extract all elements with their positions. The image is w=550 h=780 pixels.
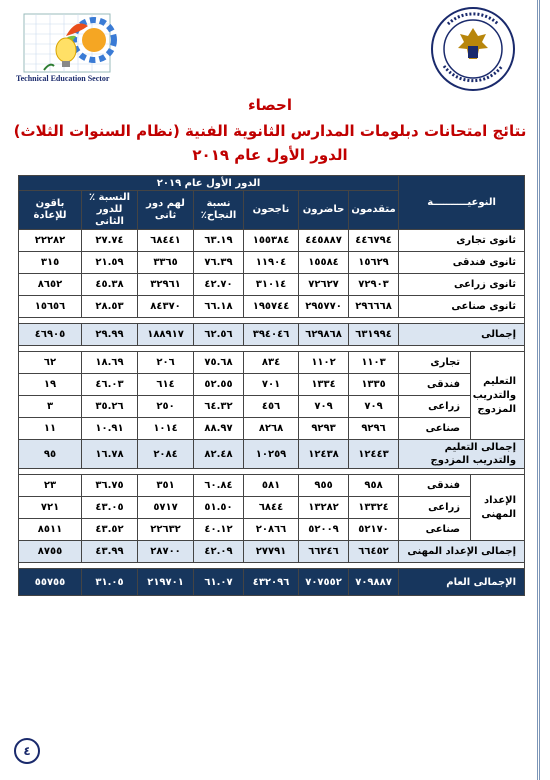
- table-cell: ١٥٦٢٩: [349, 252, 399, 274]
- table-cell: ٤٦٩٠٥: [19, 324, 82, 346]
- summary-row: [19, 541, 525, 563]
- table-cell: ٢٥٠: [138, 396, 194, 418]
- row-label: صناعى: [399, 519, 471, 541]
- table-cell: ٧٥.٦٨: [194, 352, 244, 374]
- table-cell: ١١٩٠٤: [244, 252, 299, 274]
- table-cell: ٣٣٦٥: [138, 252, 194, 274]
- table-row: [19, 274, 525, 296]
- table-cell: ١٩: [19, 374, 82, 396]
- table-cell: ١٣٣٤: [299, 374, 349, 396]
- table-cell: ٣١.٠٥: [82, 569, 138, 596]
- table-cell: ٢٧٧٩١: [244, 541, 299, 563]
- table-row: [19, 475, 525, 497]
- table-cell: ٣١٥: [19, 252, 82, 274]
- table-cell: ٧٠٩: [349, 396, 399, 418]
- table-cell: ٣١٠١٤: [244, 274, 299, 296]
- table-cell: ٨٤٣٧٠: [138, 296, 194, 318]
- row-group-label: التعليم والتدريب المزدوج: [471, 352, 525, 440]
- table-cell: ٥٥٧٥٥: [19, 569, 82, 596]
- row-label: صناعى: [399, 418, 471, 440]
- table-cell: ٦٦٢٤٦: [299, 541, 349, 563]
- table-cell: ٦٦.١٨: [194, 296, 244, 318]
- summary-row: [19, 440, 525, 469]
- table-cell: ٢٣: [19, 475, 82, 497]
- col-header-pass-rate: نسبة النجاح٪: [194, 191, 244, 230]
- table-cell: ٨٥١١: [19, 519, 82, 541]
- table-cell: ٥١.٥٠: [194, 497, 244, 519]
- table-cell: ٢١٩٧٠١: [138, 569, 194, 596]
- table-cell: ١١: [19, 418, 82, 440]
- table-cell: ٥٢٠٠٩: [299, 519, 349, 541]
- table-row: [19, 497, 525, 519]
- col-header-repeaters: باقون للإعادة: [19, 191, 82, 230]
- table-cell: ١٣٢٨٢: [299, 497, 349, 519]
- table-cell: ٦٨٤٤١: [138, 230, 194, 252]
- table-cell: ١٩٥٧٤٤: [244, 296, 299, 318]
- table-cell: ٧٢١: [19, 497, 82, 519]
- table-cell: ٦١٤: [138, 374, 194, 396]
- table-cell: ٨٦٥٢: [19, 274, 82, 296]
- table-cell: ٤٥٦: [244, 396, 299, 418]
- table-cell: ١٠١٤: [138, 418, 194, 440]
- table-cell: ١٥٦٥٦: [19, 296, 82, 318]
- table-cell: ٩٥٥: [299, 475, 349, 497]
- row-label: ثانوى تجارى: [399, 230, 525, 252]
- table-cell: ٤٣٢٠٩٦: [244, 569, 299, 596]
- table-cell: ٤٣.٩٩: [82, 541, 138, 563]
- row-label: زراعى: [399, 396, 471, 418]
- table-cell: ٥٢١٧٠: [349, 519, 399, 541]
- table-cell: ٦١.٠٧: [194, 569, 244, 596]
- table-cell: ١٣٣٢٤: [349, 497, 399, 519]
- eagle-emblem-icon: [430, 6, 516, 92]
- gear-bulb-icon: [16, 10, 126, 76]
- page-number: ٤: [14, 738, 40, 764]
- table-cell: ٦٢.٥٦: [194, 324, 244, 346]
- report-subtitle: نتائج امتحانات دبلومات المدارس الثانوية الفنية (نظام السنوات الثلاث): [13, 122, 527, 140]
- table-cell: ٣٦.٧٥: [82, 475, 138, 497]
- table-cell: ٤٣.٠٥: [82, 497, 138, 519]
- table-cell: ٣: [19, 396, 82, 418]
- summary-row-label: إجمالى التعليم والتدريب المزدوج: [399, 440, 525, 469]
- table-cell: ٣٥.٢٦: [82, 396, 138, 418]
- table-cell: ٩٥٨: [349, 475, 399, 497]
- table-cell: ٢٩٥٧٧٠: [299, 296, 349, 318]
- table-row: [19, 252, 525, 274]
- table-cell: ٦٦٤٥٢: [349, 541, 399, 563]
- table-cell: ٤٢.٧٠: [194, 274, 244, 296]
- table-cell: ٩٢٩٦: [349, 418, 399, 440]
- table-row: [19, 396, 525, 418]
- table-cell: ٧٢٦٢٧: [299, 274, 349, 296]
- exam-round: الدور الأول عام ٢٠١٩: [192, 146, 348, 164]
- row-label: ثانوى صناعى: [399, 296, 525, 318]
- table-cell: ٨٨.٩٧: [194, 418, 244, 440]
- table-cell: ٤٤٦٧٩٤: [349, 230, 399, 252]
- table-row: [19, 418, 525, 440]
- table-cell: ١٢٤٤٣: [349, 440, 399, 469]
- table-cell: ٥٧١٧: [138, 497, 194, 519]
- table-cell: ٨٣٤: [244, 352, 299, 374]
- table-cell: ٧٢٩٠٣: [349, 274, 399, 296]
- table-cell: ١٨.٦٩: [82, 352, 138, 374]
- row-label: فندقى: [399, 475, 471, 497]
- table-cell: ٥٨١: [244, 475, 299, 497]
- table-row: [19, 352, 525, 374]
- table-cell: ٢٨٧٠٠: [138, 541, 194, 563]
- table-cell: ٣٢٩٦١: [138, 274, 194, 296]
- summary-row: [19, 569, 525, 596]
- ministry-seal: [430, 6, 516, 92]
- type-column-header: النوعيــــــــــة: [399, 176, 525, 230]
- table-cell: ٢٩٦٦٦٨: [349, 296, 399, 318]
- table-cell: ٢٢٦٣٢: [138, 519, 194, 541]
- table-cell: ٩٢٩٣: [299, 418, 349, 440]
- summary-row-label: إجمالى الإعداد المهنى: [399, 541, 525, 563]
- table-cell: ٨٧٥٥: [19, 541, 82, 563]
- table-cell: ٢٨.٥٣: [82, 296, 138, 318]
- table-row: [19, 230, 525, 252]
- col-header-present: حاضرون: [299, 191, 349, 230]
- table-cell: ٧٠٧٥٥٢: [299, 569, 349, 596]
- table-cell: ١٠٢٥٩: [244, 440, 299, 469]
- table-cell: ٦٣.١٩: [194, 230, 244, 252]
- summary-row-label: إجمالى: [399, 324, 525, 346]
- table-cell: ٨٢٦٨: [244, 418, 299, 440]
- table-cell: ١٢٤٣٨: [299, 440, 349, 469]
- table-cell: ٧٦.٣٩: [194, 252, 244, 274]
- table-cell: ٦٣١٩٩٤: [349, 324, 399, 346]
- table-cell: ٢٠٦: [138, 352, 194, 374]
- row-label: فندقى: [399, 374, 471, 396]
- table-row: [19, 296, 525, 318]
- table-cell: ٣٥١: [138, 475, 194, 497]
- summary-row: [19, 324, 525, 346]
- table-cell: ٦٨٤٤: [244, 497, 299, 519]
- results-table: [18, 175, 525, 596]
- table-cell: ٣٩٤٠٤٦: [244, 324, 299, 346]
- logo-caption: Technical Education Sector: [16, 74, 110, 83]
- row-label: زراعى: [399, 497, 471, 519]
- round-group-header: الدور الأول عام ٢٠١٩: [19, 176, 399, 191]
- col-header-second-round: لهم دور ثانى: [138, 191, 194, 230]
- technical-education-logo: [16, 10, 126, 90]
- table-cell: ٦٢: [19, 352, 82, 374]
- table-cell: ١١٠٢: [299, 352, 349, 374]
- row-label: تجارى: [399, 352, 471, 374]
- table-cell: ٩٥: [19, 440, 82, 469]
- row-label: ثانوى زراعى: [399, 274, 525, 296]
- table-cell: ٦٤.٣٢: [194, 396, 244, 418]
- table-cell: ١٥٥٨٤: [299, 252, 349, 274]
- table-cell: ١٨٨٩١٧: [138, 324, 194, 346]
- table-cell: ٢٧.٧٤: [82, 230, 138, 252]
- table-row: [19, 519, 525, 541]
- row-label: ثانوى فندقى: [399, 252, 525, 274]
- table-cell: ١٦.٧٨: [82, 440, 138, 469]
- table-cell: ٤٤٥٨٨٧: [299, 230, 349, 252]
- table-cell: ٨٢.٤٨: [194, 440, 244, 469]
- col-header-second-round-rate: النسبة ٪ للدور الثانى: [82, 191, 138, 230]
- table-cell: ٢٩.٩٩: [82, 324, 138, 346]
- row-group-label: الإعداد المهنى: [471, 475, 525, 541]
- table-cell: ١٠.٩١: [82, 418, 138, 440]
- table-cell: ٢٠٨٤: [138, 440, 194, 469]
- table-cell: ٢٢٢٨٢: [19, 230, 82, 252]
- table-cell: ١٣٣٥: [349, 374, 399, 396]
- table-cell: ٧٠٩٨٨٧: [349, 569, 399, 596]
- table-row: [19, 374, 525, 396]
- col-header-applicants: متقدمون: [349, 191, 399, 230]
- col-header-passed: ناجحون: [244, 191, 299, 230]
- table-cell: ٤٦.٠٣: [82, 374, 138, 396]
- table-cell: ٦٠.٨٤: [194, 475, 244, 497]
- table-cell: ٦٢٩٨٦٨: [299, 324, 349, 346]
- table-cell: ٥٢.٥٥: [194, 374, 244, 396]
- table-cell: ٤٥.٣٨: [82, 274, 138, 296]
- table-cell: ٤٢.٠٩: [194, 541, 244, 563]
- table-cell: ٧٠٩: [299, 396, 349, 418]
- table-cell: ١٥٥٣٨٤: [244, 230, 299, 252]
- table-cell: ٤٣.٥٢: [82, 519, 138, 541]
- table-cell: ٢١.٥٩: [82, 252, 138, 274]
- table-cell: ٤٠.١٢: [194, 519, 244, 541]
- table-cell: ١١٠٣: [349, 352, 399, 374]
- table-cell: ٢٠٨٦٦: [244, 519, 299, 541]
- page-title: احصاء: [247, 96, 293, 114]
- table-cell: ٧٠١: [244, 374, 299, 396]
- summary-row-label: الإجمالى العام: [399, 569, 525, 596]
